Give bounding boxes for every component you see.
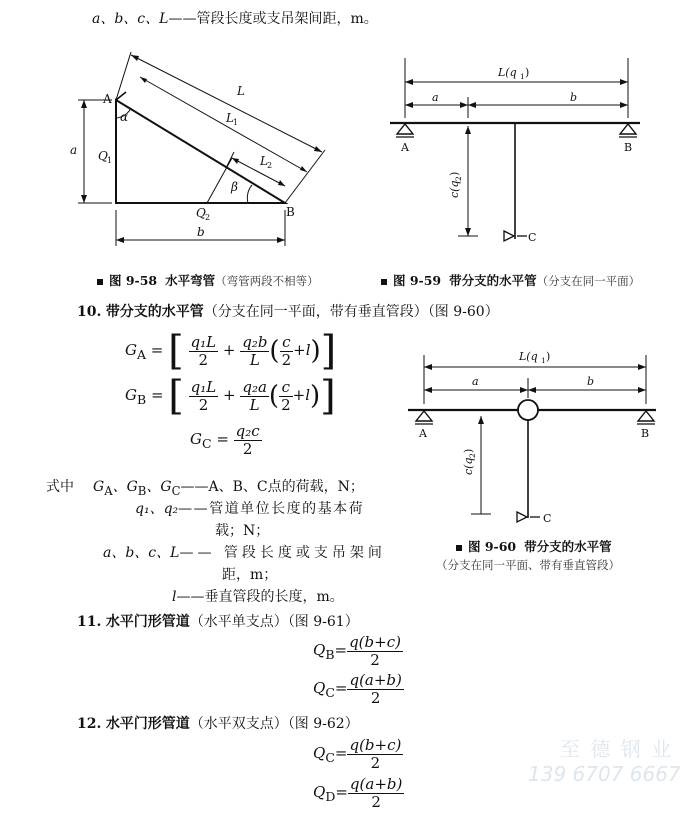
eq-GB-sub: B <box>136 392 147 407</box>
header-text: 管段长度或支吊架间距，m。 <box>196 11 378 27</box>
eq-GA-plus-l: +l <box>293 341 311 359</box>
fig60-label-B: B <box>641 427 650 440</box>
equation-QC2: $Q_C=$ $\frac{q(b+c)}{2}$ <box>313 736 402 772</box>
eq-QD-sub: D <box>325 789 336 804</box>
fig58-label-B: B <box>286 205 295 219</box>
where-line-2b: 载；N； <box>215 523 270 539</box>
section-10-note: （分支在同一平面，带有垂直管段） <box>203 304 428 320</box>
eq-GC-symbol: G <box>190 430 202 448</box>
where-line-3b: 距，m； <box>222 567 278 583</box>
eq-GC-sub: C <box>201 436 212 451</box>
fig60-caption-title: 带分支的水平管 <box>524 539 612 554</box>
fig60-caption <box>456 537 612 555</box>
fig58-label-L1sub: 1 <box>233 118 239 127</box>
eq-GA-symbol: G <box>125 341 137 359</box>
fig60-label-b: b <box>587 375 595 388</box>
where-line-2-text: ——管道单位长度的基本荷 <box>178 501 365 517</box>
fig58-label-alpha: α <box>120 110 129 124</box>
equation-QB: $Q_B=$ $\frac{q(b+c)}{2}$ <box>313 633 401 669</box>
eq-GA-frac1-num: q₁L <box>190 333 217 351</box>
fig59-label-Lend: ) <box>525 66 530 79</box>
fig59-label-a: a <box>432 91 439 104</box>
eq-QC-sub: C <box>325 685 335 700</box>
equation-GB: $G_B$ = [ $\frac{\text{q₁L}}{2}$ + $\frac{\text{q₂a}}{L}$ ( $\frac{c}{2}$ +l)] <box>125 373 336 419</box>
eq-GA-sub: A <box>136 347 147 362</box>
fig59-caption-note: （分支在同一平面） <box>536 274 641 288</box>
where-line-2-vars: q₁、q₂ <box>135 501 179 517</box>
fig59-label-B: B <box>624 141 633 154</box>
fig58-label-Q1: Q <box>98 149 108 163</box>
section-11-number: 11. <box>77 614 102 630</box>
eq-GA-frac3-den: 2 <box>281 350 292 369</box>
fig58-label-L2: L <box>260 154 268 168</box>
eq-GA-frac1-den: 2 <box>198 350 209 369</box>
eq-GB-frac3-num: c <box>279 379 293 397</box>
fig58-label-L: L <box>237 84 245 98</box>
fig60-label-Lsub: 1 <box>541 356 546 365</box>
fig60-label-a: a <box>472 375 479 388</box>
section-12-note: （水平双支点） <box>189 716 288 732</box>
section-12-title: 水平门形管道 <box>105 716 190 732</box>
equation-QD: $Q_D=$ $\frac{q(a+b)}{2}$ <box>313 775 403 811</box>
fig59-caption-title: 带分支的水平管 <box>449 273 537 288</box>
watermark-phone: 139 6707 6667 <box>528 762 681 786</box>
fig58-caption-note: （弯管两段不相等） <box>215 274 319 288</box>
eq-QB-symbol: Q <box>313 641 326 659</box>
fig59-label-L: L(q <box>498 66 517 79</box>
watermark-company: 至 德 钢 业 <box>560 737 674 761</box>
fig58-label-Q2sub: 2 <box>205 213 211 222</box>
fig60-label-cend: ) <box>462 448 475 453</box>
equation-GC: $G_C$ = $\frac{\text{q₂c}}{2}$ <box>190 422 260 458</box>
eq-QB-sub: B <box>325 647 335 662</box>
section-10-ref: （图 9-60） <box>427 304 499 320</box>
section-11-ref: （图 9-61） <box>287 614 359 630</box>
fig58-label-Q2: Q <box>196 206 206 220</box>
where-line-4-vars: l <box>172 589 177 605</box>
fig58-label-L1: L <box>226 111 234 125</box>
eq-QC-num: q(a+b) <box>349 671 402 689</box>
eq-QD-den: 2 <box>371 792 381 811</box>
eq-QC-symbol: Q <box>313 679 326 697</box>
section-12-ref: （图 9-62） <box>287 716 359 732</box>
caption-bullet <box>456 545 462 551</box>
eq-GC-frac-num: q₂c <box>235 422 260 440</box>
where-line-1-text: ——A、B、C点的荷载，N； <box>180 479 364 495</box>
fig58-label-a: a <box>70 143 78 157</box>
fig59-label-A: A <box>401 141 409 154</box>
where-line-3-text: —— 管段长度或支吊架间 <box>179 545 386 561</box>
section-10-title: 带分支的水平管 <box>105 304 204 320</box>
section-11-title: 水平门形管道 <box>105 614 190 630</box>
where-line-4-text: ——垂直管段的长度，m。 <box>176 589 344 605</box>
where-line-3-vars: a、b、c、L <box>103 545 180 561</box>
fig60-label-c: c(q <box>462 457 475 475</box>
eq-GB-frac2-den: L <box>249 395 260 414</box>
section-11-note: （水平单支点） <box>189 614 288 630</box>
section-11-heading <box>77 611 359 631</box>
where-line-1-vars: $G_A$、$G_B$、$G_C$ <box>93 479 181 498</box>
fig60-caption-num: 图 9-60 <box>468 539 517 554</box>
eq-QC-den: 2 <box>370 688 381 707</box>
eq-QD-num: q(a+b) <box>349 775 403 793</box>
eq-QC2-symbol: Q <box>313 744 326 762</box>
section-12-heading <box>77 713 359 733</box>
fig60-label-csub: 2 <box>468 453 477 458</box>
fig59-label-cend: ) <box>448 171 461 176</box>
eq-GA-frac2-num: q₂b <box>242 333 268 351</box>
fig59-label-c: c(q <box>448 180 461 198</box>
section-12-number: 12. <box>77 716 102 732</box>
fig59-caption-num: 图 9-59 <box>393 273 442 288</box>
eq-GB-symbol: G <box>125 386 137 404</box>
eq-GB-frac3-den: 2 <box>281 395 291 414</box>
eq-GC-frac-den: 2 <box>242 439 253 458</box>
fig58-label-beta: β <box>231 180 238 194</box>
fig60-label-Lend: ) <box>546 350 551 363</box>
fig58-label-b: b <box>197 225 205 239</box>
equation-QC: $Q_C=$ $\frac{q(a+b)}{2}$ <box>313 671 402 707</box>
eq-GB-frac2-num: q₂a <box>242 378 267 396</box>
eq-GB-plus-l: +l <box>292 386 310 404</box>
fig59-label-csub: 2 <box>454 176 463 181</box>
section-10-number: 10. <box>77 304 102 320</box>
eq-QD-symbol: Q <box>313 783 326 801</box>
fig60-caption-note: （分支在同一平面、带有垂直管段） <box>436 558 620 572</box>
eq-GA-frac3-num: c <box>280 334 294 352</box>
fig59-label-C: C <box>528 231 537 244</box>
eq-QC2-den: 2 <box>370 753 381 772</box>
header-vars: a、b、c、L <box>92 11 169 27</box>
eq-QC2-sub: C <box>325 750 335 765</box>
fig58-caption-title: 水平弯管 <box>165 273 216 288</box>
fig60-label-C: C <box>543 512 552 525</box>
fig59-label-b: b <box>570 91 578 104</box>
equation-GA: $G_A$ = [ $\frac{\text{q₁L}}{2}$ + $\frac{\text{q₂b}}{L}$ ( $\frac{c}{2}$ +l)] <box>125 328 337 374</box>
fig58-label-A: A <box>103 92 112 106</box>
fig60-label-A: A <box>419 427 427 440</box>
eq-QB-den: 2 <box>370 650 380 669</box>
eq-GB-frac1-den: 2 <box>198 395 209 414</box>
header-dash: —— <box>168 11 197 27</box>
fig59-label-Lsub: 1 <box>520 72 525 81</box>
eq-GB-frac1-num: q₁L <box>190 378 217 396</box>
eq-QB-num: q(b+c) <box>349 633 401 651</box>
eq-GA-frac2-den: L <box>249 350 260 369</box>
where-lead: 式中 <box>46 479 74 495</box>
fig58-label-Q1sub: 1 <box>107 156 113 165</box>
fig58-label-L2sub: 2 <box>267 161 273 170</box>
fig58-caption-num: 图 9-58 <box>109 273 158 288</box>
fig60-label-L: L(q <box>519 350 538 363</box>
eq-QC2-num: q(b+c) <box>349 736 402 754</box>
